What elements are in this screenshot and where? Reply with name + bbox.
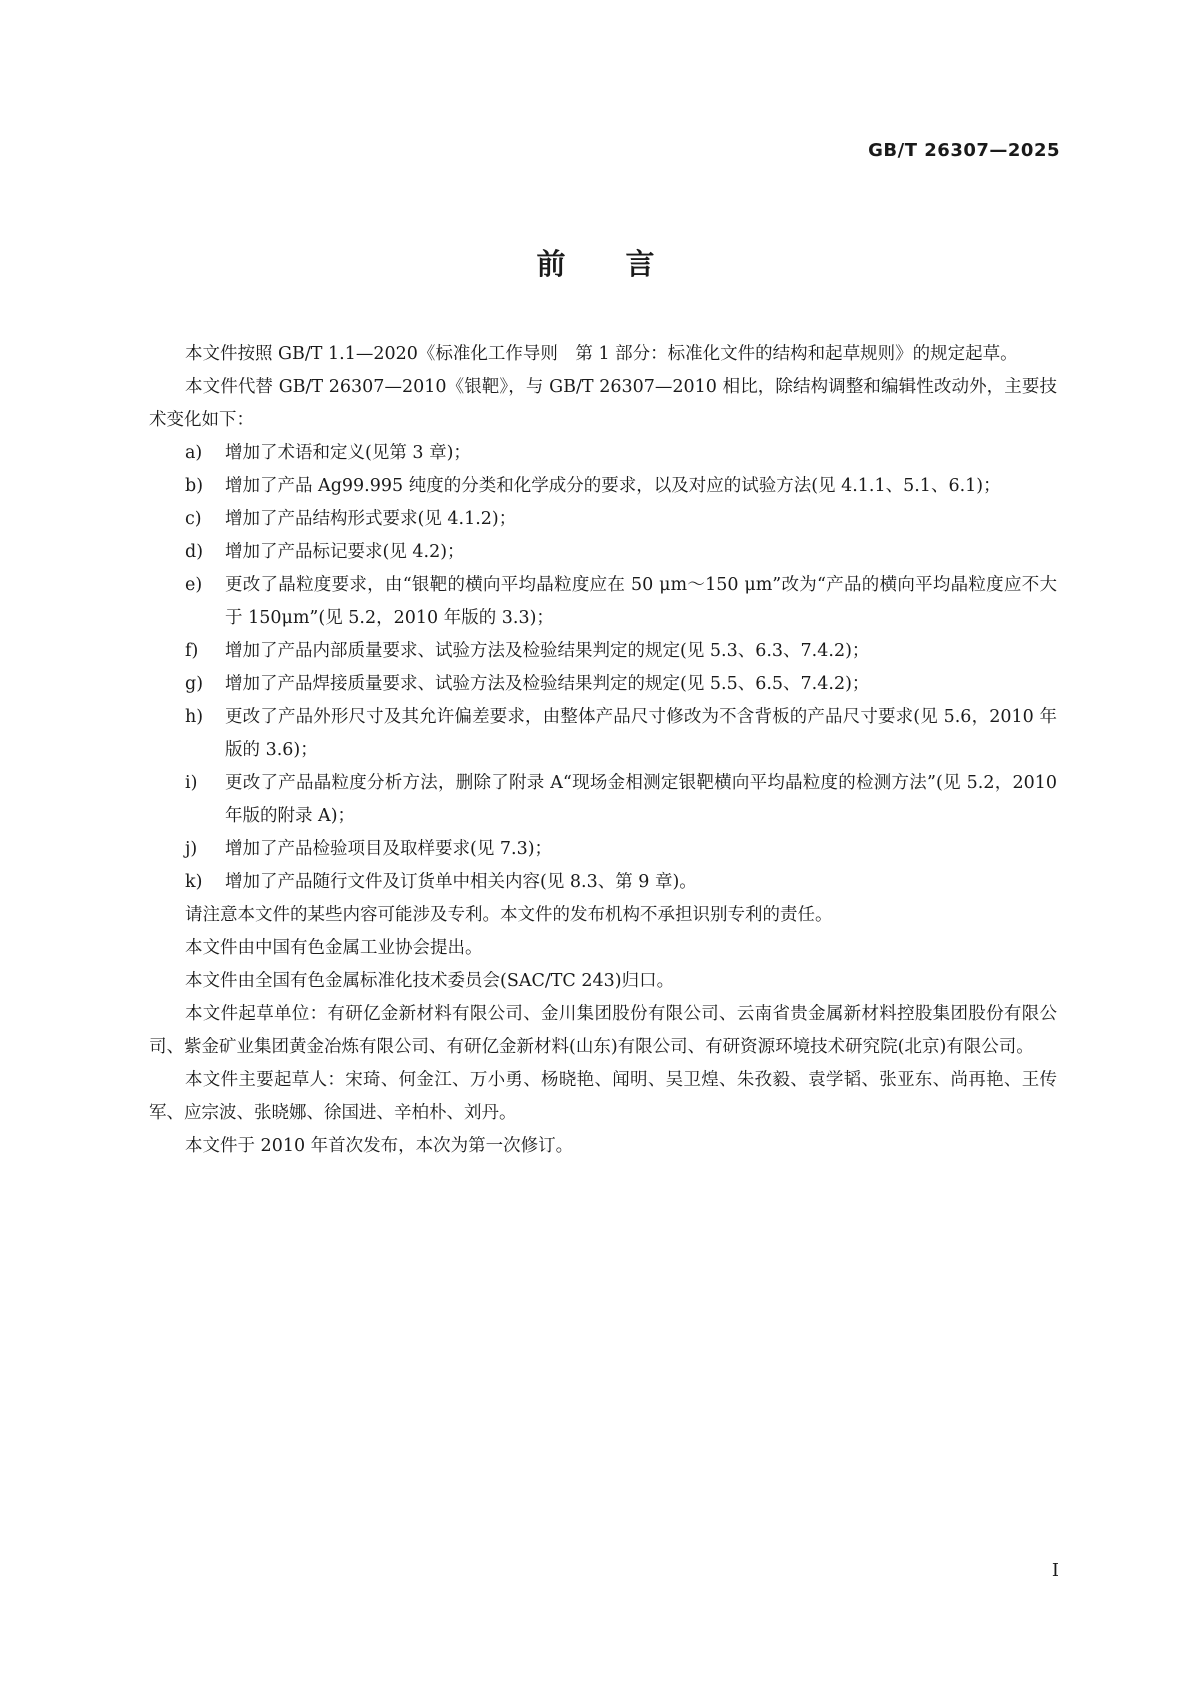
changes-list	[149, 437, 1057, 899]
list-item	[149, 833, 1057, 866]
list-text: 增加了产品焊接质量要求、试验方法及检验结果判定的规定(见 5.5、6.5、7.4.2)；	[225, 674, 870, 694]
paragraph-committee: 本文件由全国有色金属标准化技术委员会(SAC/TC 243)归口。	[185, 971, 675, 991]
standard-code: GB/T 26307—2025	[868, 140, 1060, 161]
list-text: 增加了术语和定义(见第 3 章)；	[225, 443, 471, 463]
list-text: 更改了产品外形尺寸及其允许偏差要求，由整体产品尺寸修改为不含背板的产品尺寸要求(见 5.6，2010 年版的 3.6)；	[225, 707, 1057, 760]
list-marker: d)	[185, 542, 204, 562]
page-number: I	[1051, 1560, 1059, 1581]
list-item	[149, 503, 1057, 536]
list-marker: i)	[185, 773, 198, 793]
list-text: 增加了产品内部质量要求、试验方法及检验结果判定的规定(见 5.3、6.3、7.4.2)；	[225, 641, 870, 661]
list-item	[149, 701, 1057, 767]
list-text: 更改了晶粒度要求，由“银靶的横向平均晶粒度应在 50 μm～150 μm”改为“产品的横向平均晶粒度应不大于 150μm”(见 5.2，2010 年版的 3.3)；	[225, 575, 1057, 628]
list-marker: j)	[185, 839, 198, 859]
list-text: 增加了产品随行文件及订货单中相关内容(见 8.3、第 9 章)。	[225, 872, 697, 892]
list-text: 增加了产品标记要求(见 4.2)；	[225, 542, 465, 562]
list-marker: a)	[185, 443, 203, 463]
page-title: 前言	[536, 247, 715, 281]
list-item	[149, 470, 1057, 503]
list-item	[149, 536, 1057, 569]
list-item	[149, 668, 1057, 701]
list-marker: c)	[185, 509, 202, 529]
list-item	[149, 635, 1057, 668]
list-text: 增加了产品 Ag99.995 纯度的分类和化学成分的要求，以及对应的试验方法(见 4.1.1、5.1、6.1)；	[225, 476, 1001, 496]
paragraph-drafting-units: 本文件起草单位：有研亿金新材料有限公司、金川集团股份有限公司、云南省贵金属新材料控股集团股份有限公司、紫金矿业集团黄金冶炼有限公司、有研亿金新材料(山东)有限公司、有研资源环境技术研究院(北京)有限公司。	[149, 1004, 1057, 1057]
list-item	[149, 437, 1057, 470]
paragraph-replacement: 本文件代替 GB/T 26307—2010《银靶》，与 GB/T 26307—2010 相比，除结构调整和编辑性改动外，主要技术变化如下：	[149, 377, 1057, 430]
list-text: 增加了产品检验项目及取样要求(见 7.3)；	[225, 839, 553, 859]
list-marker: b)	[185, 476, 204, 496]
list-marker: h)	[185, 707, 204, 727]
paragraph-patent-notice: 请注意本文件的某些内容可能涉及专利。本文件的发布机构不承担识别专利的责任。	[185, 905, 833, 925]
list-text: 更改了产品晶粒度分析方法，删除了附录 A“现场金相测定银靶横向平均晶粒度的检测方法”(见 5.2，2010 年版的附录 A)；	[225, 773, 1057, 826]
list-item	[149, 767, 1057, 833]
paragraph-proposer: 本文件由中国有色金属工业协会提出。	[185, 938, 483, 958]
paragraph-history: 本文件于 2010 年首次发布，本次为第一次修订。	[185, 1136, 574, 1156]
paragraph-drafting-rules: 本文件按照 GB/T 1.1—2020《标准化工作导则 第 1 部分：标准化文件的结构和起草规则》的规定起草。	[185, 344, 1018, 364]
paragraph-drafters: 本文件主要起草人：宋琦、何金江、万小勇、杨晓艳、闻明、吴卫煌、朱孜毅、袁学韬、张亚东、尚再艳、王传军、应宗波、张晓娜、徐国进、辛柏朴、刘丹。	[149, 1070, 1057, 1123]
list-marker: g)	[185, 674, 204, 694]
list-marker: k)	[185, 872, 203, 892]
foreword-body	[149, 338, 1057, 1163]
list-item	[149, 866, 1057, 899]
list-marker: e)	[185, 575, 203, 595]
list-marker: f)	[185, 641, 199, 661]
list-text: 增加了产品结构形式要求(见 4.1.2)；	[225, 509, 517, 529]
list-item	[149, 569, 1057, 635]
